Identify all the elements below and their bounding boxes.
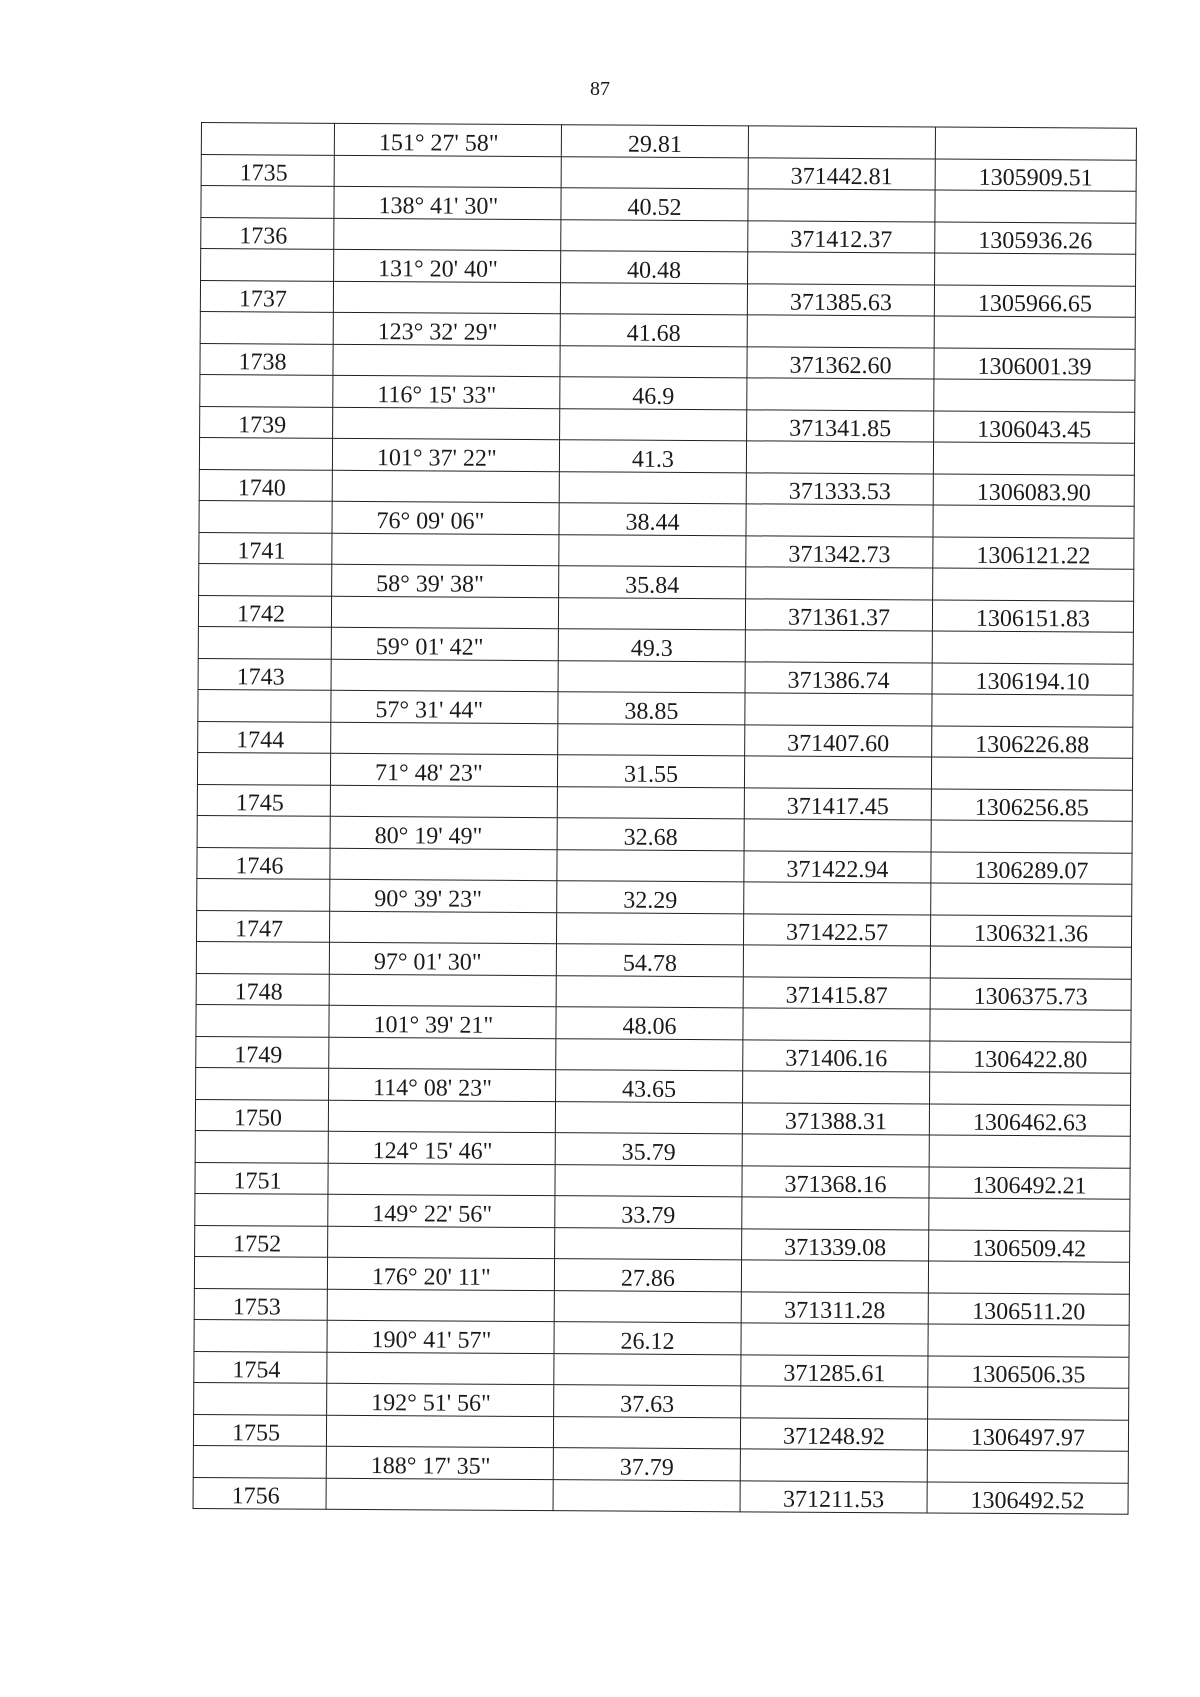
station-cell: 1735 xyxy=(201,154,334,186)
distance-cell-empty xyxy=(558,660,745,693)
page-number: 87 xyxy=(590,78,610,100)
station-cell: 1741 xyxy=(199,532,332,564)
station-cell-empty xyxy=(199,563,332,595)
easting-cell-empty xyxy=(742,1197,929,1230)
easting-cell: 371285.61 xyxy=(741,1354,928,1387)
easting-cell: 371412.37 xyxy=(748,220,935,253)
station-cell-empty xyxy=(195,1193,328,1225)
northing-cell-empty xyxy=(934,379,1135,412)
northing-cell-empty xyxy=(935,190,1136,223)
distance-cell: 35.79 xyxy=(555,1133,742,1166)
bearing-cell: 101° 37' 22" xyxy=(332,438,559,471)
northing-cell: 1306492.52 xyxy=(927,1481,1128,1514)
easting-cell-empty xyxy=(740,1449,927,1482)
bearing-cell-empty xyxy=(331,659,558,692)
station-cell-empty xyxy=(201,249,334,281)
station-cell: 1756 xyxy=(193,1477,326,1509)
station-cell-empty xyxy=(198,689,331,721)
bearing-cell-empty xyxy=(329,1037,556,1070)
bearing-cell: 57° 31' 44" xyxy=(331,690,558,723)
table-body xyxy=(193,123,1136,1515)
station-cell-empty xyxy=(201,123,334,155)
easting-cell-empty xyxy=(745,693,932,726)
station-cell: 1739 xyxy=(200,406,333,438)
easting-cell-empty xyxy=(742,1134,929,1167)
distance-cell-empty xyxy=(559,534,746,567)
northing-cell: 1306121.22 xyxy=(933,536,1134,569)
bearing-cell-empty xyxy=(327,1352,554,1385)
bearing-cell: 71° 48' 23" xyxy=(330,753,557,786)
distance-cell-empty xyxy=(560,408,747,441)
distance-cell-empty xyxy=(560,282,747,315)
distance-cell-empty xyxy=(554,1353,741,1386)
distance-cell-empty xyxy=(557,786,744,819)
northing-cell: 1306375.73 xyxy=(930,977,1131,1010)
northing-cell-empty xyxy=(931,757,1132,790)
northing-cell: 1305966.65 xyxy=(934,284,1135,317)
distance-cell: 41.68 xyxy=(560,314,747,347)
distance-cell-empty xyxy=(556,1038,743,1071)
easting-cell: 371417.45 xyxy=(744,787,931,820)
northing-cell-empty xyxy=(931,820,1132,853)
distance-cell-empty xyxy=(560,345,747,378)
northing-cell-empty xyxy=(932,631,1133,664)
bearing-cell-empty xyxy=(332,533,559,566)
station-cell-empty xyxy=(196,941,329,973)
bearing-cell-empty xyxy=(328,1163,555,1196)
northing-cell-empty xyxy=(927,1450,1128,1483)
station-cell-empty xyxy=(196,1067,329,1099)
easting-cell: 371311.28 xyxy=(741,1291,928,1324)
distance-cell-empty xyxy=(561,219,748,252)
northing-cell: 1305936.26 xyxy=(935,221,1136,254)
easting-cell: 371422.94 xyxy=(744,850,931,883)
easting-cell: 371211.53 xyxy=(740,1480,927,1513)
station-cell-empty xyxy=(194,1382,327,1414)
easting-cell: 371361.37 xyxy=(745,598,932,631)
easting-cell: 371362.60 xyxy=(747,346,934,379)
distance-cell: 29.81 xyxy=(561,125,748,158)
bearing-cell: 124° 15' 46" xyxy=(328,1131,555,1164)
bearing-cell: 176° 20' 11" xyxy=(327,1257,554,1290)
station-cell: 1748 xyxy=(196,973,329,1005)
station-cell: 1753 xyxy=(194,1288,327,1320)
easting-cell-empty xyxy=(746,567,933,600)
northing-cell-empty xyxy=(932,694,1133,727)
distance-cell-empty xyxy=(555,1101,742,1134)
bearing-cell-empty xyxy=(331,596,558,629)
station-cell: 1738 xyxy=(200,343,333,375)
distance-cell: 40.52 xyxy=(561,188,748,221)
bearing-cell-empty xyxy=(327,1289,554,1322)
bearing-cell: 101° 39' 21" xyxy=(329,1005,556,1038)
bearing-cell-empty xyxy=(330,848,557,881)
easting-cell-empty xyxy=(743,1071,930,1104)
station-cell: 1754 xyxy=(194,1351,327,1383)
bearing-cell: 80° 19' 49" xyxy=(330,816,557,849)
easting-cell-empty xyxy=(747,315,934,348)
distance-cell: 40.48 xyxy=(561,251,748,284)
northing-cell: 1306043.45 xyxy=(934,410,1135,443)
distance-cell-empty xyxy=(556,975,743,1008)
bearing-cell: 138° 41' 30" xyxy=(334,186,561,219)
easting-cell: 371341.85 xyxy=(747,409,934,442)
distance-cell: 37.79 xyxy=(553,1448,740,1481)
bearing-cell-empty xyxy=(328,1226,555,1259)
station-cell-empty xyxy=(201,186,334,218)
station-cell: 1745 xyxy=(197,784,330,816)
northing-cell: 1306506.35 xyxy=(928,1355,1129,1388)
easting-cell: 371442.81 xyxy=(748,157,935,190)
distance-cell: 49.3 xyxy=(558,629,745,662)
easting-cell: 371415.87 xyxy=(743,976,930,1009)
northing-cell-empty xyxy=(935,127,1136,160)
distance-cell-empty xyxy=(556,912,743,945)
station-cell-empty xyxy=(197,752,330,784)
station-cell: 1751 xyxy=(195,1162,328,1194)
northing-cell-empty xyxy=(928,1387,1129,1420)
bearing-cell: 58° 39' 38" xyxy=(332,564,559,597)
bearing-cell-empty xyxy=(331,722,558,755)
northing-cell: 1306289.07 xyxy=(931,851,1132,884)
bearing-cell-empty xyxy=(332,470,559,503)
distance-cell: 33.79 xyxy=(555,1196,742,1229)
bearing-cell: 114° 08' 23" xyxy=(329,1068,556,1101)
bearing-cell-empty xyxy=(328,1100,555,1133)
easting-cell-empty xyxy=(746,504,933,537)
northing-cell: 1306509.42 xyxy=(929,1229,1130,1262)
bearing-cell-empty xyxy=(330,785,557,818)
northing-cell: 1306256.85 xyxy=(931,788,1132,821)
northing-cell-empty xyxy=(933,568,1134,601)
station-cell-empty xyxy=(200,311,333,343)
station-cell: 1743 xyxy=(198,658,331,690)
easting-cell: 371422.57 xyxy=(743,913,930,946)
northing-cell: 1306001.39 xyxy=(934,347,1135,380)
bearing-cell: 131° 20' 40" xyxy=(334,249,561,282)
northing-cell: 1305909.51 xyxy=(935,158,1136,191)
northing-cell: 1306226.88 xyxy=(932,725,1133,758)
station-cell-empty xyxy=(200,374,333,406)
easting-cell-empty xyxy=(748,252,935,285)
distance-cell: 27.86 xyxy=(554,1259,741,1292)
station-cell: 1749 xyxy=(196,1036,329,1068)
easting-cell-empty xyxy=(745,630,932,663)
easting-cell: 371388.31 xyxy=(742,1102,929,1135)
distance-cell: 31.55 xyxy=(557,755,744,788)
northing-cell-empty xyxy=(929,1198,1130,1231)
distance-cell-empty xyxy=(558,723,745,756)
bearing-cell-empty xyxy=(334,218,561,251)
northing-cell: 1306497.97 xyxy=(927,1418,1128,1451)
station-cell-empty xyxy=(199,500,332,532)
bearing-cell-empty xyxy=(333,344,560,377)
station-cell: 1736 xyxy=(201,217,334,249)
northing-cell-empty xyxy=(928,1324,1129,1357)
easting-cell: 371407.60 xyxy=(745,724,932,757)
survey-coordinates-table xyxy=(193,122,1137,1515)
easting-cell-empty xyxy=(748,189,935,222)
distance-cell: 46.9 xyxy=(560,377,747,410)
distance-cell: 26.12 xyxy=(554,1322,741,1355)
northing-cell-empty xyxy=(930,946,1131,979)
easting-cell-empty xyxy=(743,945,930,978)
northing-cell-empty xyxy=(934,316,1135,349)
bearing-cell-empty xyxy=(326,1478,553,1511)
northing-cell-empty xyxy=(928,1261,1129,1294)
station-cell-empty xyxy=(194,1319,327,1351)
table-row-station xyxy=(193,1477,1128,1514)
easting-cell-empty xyxy=(743,1008,930,1041)
easting-cell-empty xyxy=(744,756,931,789)
northing-cell: 1306462.63 xyxy=(929,1103,1130,1136)
easting-cell-empty xyxy=(741,1323,928,1356)
station-cell: 1740 xyxy=(199,469,332,501)
bearing-cell: 188° 17' 35" xyxy=(326,1446,553,1479)
station-cell-empty xyxy=(197,878,330,910)
easting-cell-empty xyxy=(744,819,931,852)
northing-cell: 1306511.20 xyxy=(928,1292,1129,1325)
northing-cell-empty xyxy=(935,253,1136,286)
distance-cell: 43.65 xyxy=(556,1070,743,1103)
station-cell: 1750 xyxy=(195,1099,328,1131)
bearing-cell-empty xyxy=(329,974,556,1007)
northing-cell-empty xyxy=(931,883,1132,916)
distance-cell: 32.29 xyxy=(557,881,744,914)
northing-cell-empty xyxy=(933,442,1134,475)
station-cell-empty xyxy=(196,1004,329,1036)
easting-cell: 371342.73 xyxy=(746,535,933,568)
northing-cell: 1306422.80 xyxy=(930,1040,1131,1073)
station-cell-empty xyxy=(199,437,332,469)
bearing-cell: 123° 32' 29" xyxy=(333,312,560,345)
station-cell: 1755 xyxy=(193,1414,326,1446)
distance-cell-empty xyxy=(554,1290,741,1323)
station-cell: 1742 xyxy=(198,595,331,627)
bearing-cell-empty xyxy=(333,281,560,314)
easting-cell: 371333.53 xyxy=(746,472,933,505)
distance-cell: 32.68 xyxy=(557,818,744,851)
northing-cell: 1306492.21 xyxy=(929,1166,1130,1199)
distance-cell-empty xyxy=(559,471,746,504)
distance-cell: 41.3 xyxy=(559,440,746,473)
bearing-cell: 59° 01' 42" xyxy=(331,627,558,660)
bearing-cell-empty xyxy=(334,155,561,188)
distance-cell-empty xyxy=(558,597,745,630)
easting-cell: 371248.92 xyxy=(740,1417,927,1450)
bearing-cell-empty xyxy=(329,911,556,944)
easting-cell-empty xyxy=(741,1386,928,1419)
bearing-cell-empty xyxy=(326,1415,553,1448)
easting-cell-empty xyxy=(741,1260,928,1293)
station-cell: 1737 xyxy=(200,280,333,312)
northing-cell: 1306151.83 xyxy=(932,599,1133,632)
station-cell-empty xyxy=(194,1256,327,1288)
bearing-cell: 192° 51' 56" xyxy=(327,1383,554,1416)
distance-cell: 54.78 xyxy=(556,944,743,977)
station-cell-empty xyxy=(197,815,330,847)
northing-cell-empty xyxy=(929,1135,1130,1168)
station-cell: 1746 xyxy=(197,847,330,879)
bearing-cell: 90° 39' 23" xyxy=(330,879,557,912)
northing-cell-empty xyxy=(933,505,1134,538)
northing-cell-empty xyxy=(930,1009,1131,1042)
northing-cell-empty xyxy=(930,1072,1131,1105)
easting-cell-empty xyxy=(747,378,934,411)
easting-cell: 371385.63 xyxy=(747,283,934,316)
easting-cell: 371368.16 xyxy=(742,1165,929,1198)
easting-cell-empty xyxy=(746,441,933,474)
easting-cell: 371386.74 xyxy=(745,661,932,694)
station-cell-empty xyxy=(198,626,331,658)
easting-cell: 371406.16 xyxy=(743,1039,930,1072)
distance-cell: 38.85 xyxy=(558,692,745,725)
station-cell-empty xyxy=(193,1445,326,1477)
distance-cell: 48.06 xyxy=(556,1007,743,1040)
bearing-cell: 97° 01' 30" xyxy=(329,942,556,975)
distance-cell-empty xyxy=(557,849,744,882)
distance-cell-empty xyxy=(555,1227,742,1260)
easting-cell-empty xyxy=(748,126,935,159)
bearing-cell-empty xyxy=(333,407,560,440)
bearing-cell: 151° 27' 58" xyxy=(334,123,561,156)
distance-cell: 38.44 xyxy=(559,503,746,536)
distance-cell: 35.84 xyxy=(559,566,746,599)
northing-cell: 1306321.36 xyxy=(930,914,1131,947)
northing-cell: 1306083.90 xyxy=(933,473,1134,506)
station-cell: 1744 xyxy=(198,721,331,753)
bearing-cell: 116° 15' 33" xyxy=(333,375,560,408)
distance-cell-empty xyxy=(553,1479,740,1512)
distance-cell-empty xyxy=(561,156,748,189)
station-cell-empty xyxy=(195,1130,328,1162)
easting-cell: 371339.08 xyxy=(742,1228,929,1261)
distance-cell-empty xyxy=(555,1164,742,1197)
station-cell: 1747 xyxy=(196,910,329,942)
bearing-cell: 76° 09' 06" xyxy=(332,501,559,534)
easting-cell-empty xyxy=(744,882,931,915)
bearing-cell: 149° 22' 56" xyxy=(328,1194,555,1227)
distance-cell-empty xyxy=(553,1416,740,1449)
bearing-cell: 190° 41' 57" xyxy=(327,1320,554,1353)
northing-cell: 1306194.10 xyxy=(932,662,1133,695)
station-cell: 1752 xyxy=(195,1225,328,1257)
distance-cell: 37.63 xyxy=(554,1385,741,1418)
